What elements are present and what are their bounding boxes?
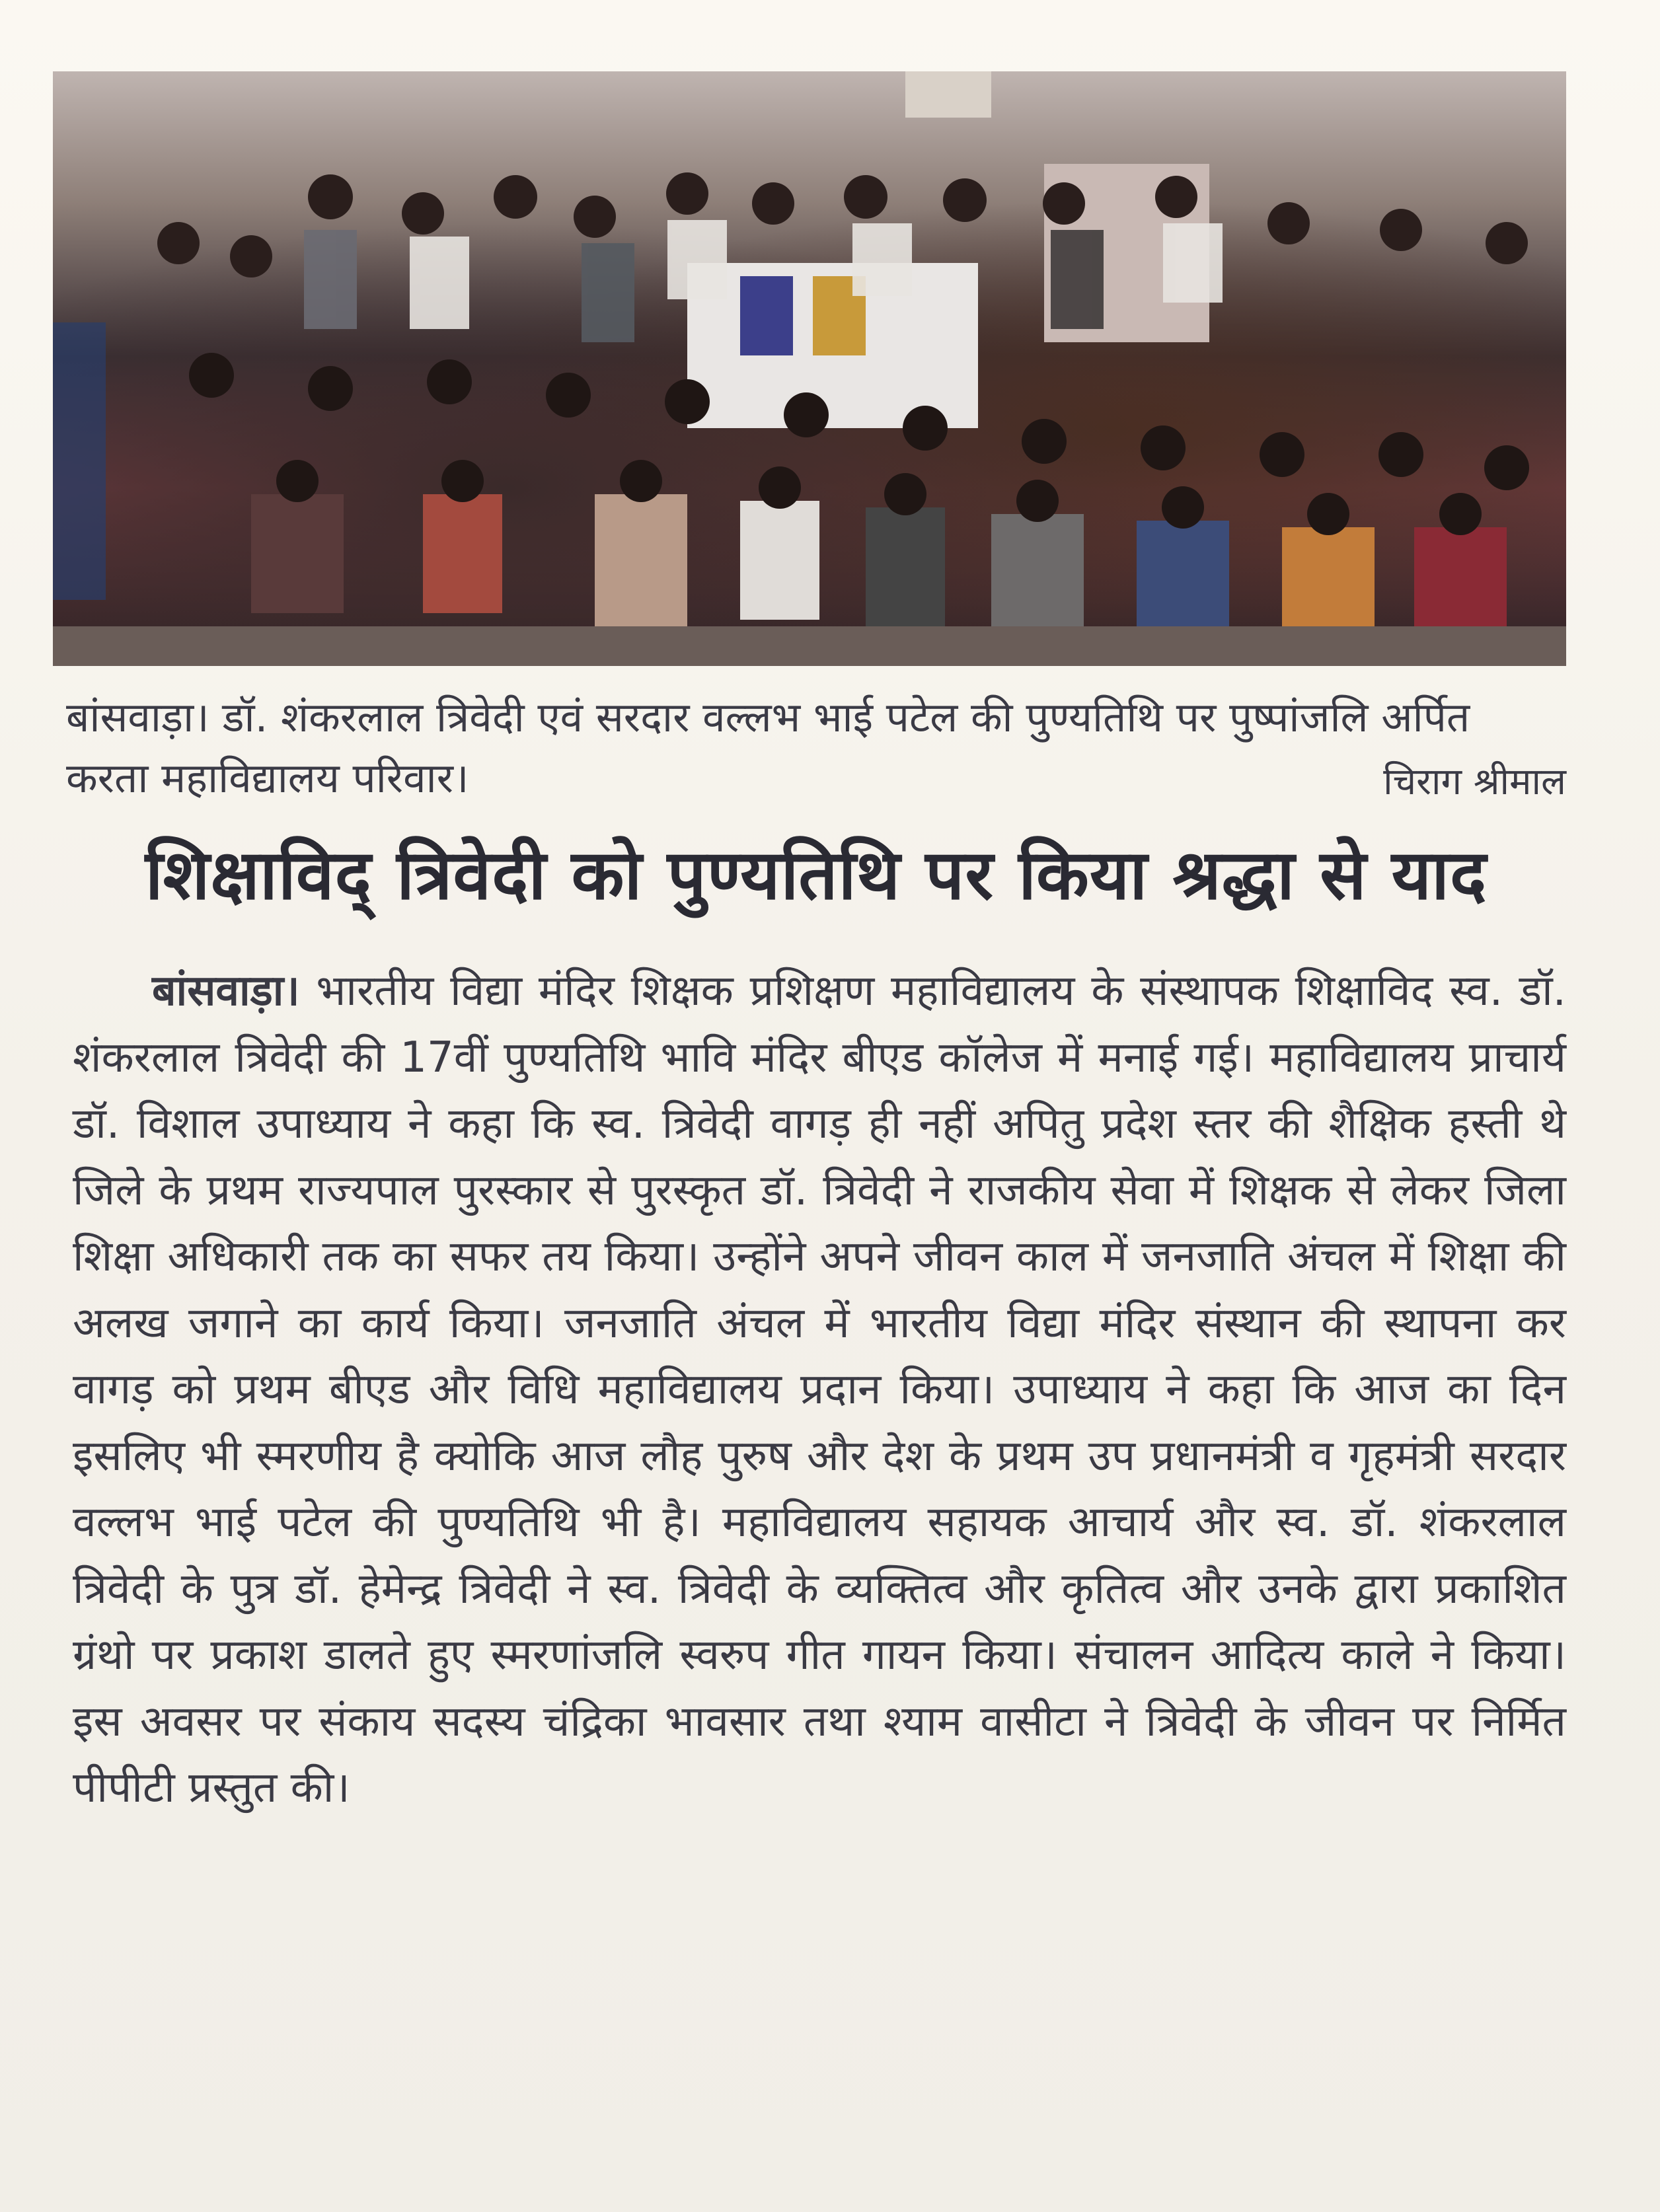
group-photo-figures (53, 71, 1566, 666)
photo-caption: बांसवाड़ा। डॉ. शंकरलाल त्रिवेदी एवं सरदार वल्लभ भाई पटेल की पुण्यतिथि पर पुष्पांजलि अर्पित करता महाविद्यालय परिवार। (66, 693, 1470, 802)
group-photo (53, 71, 1566, 666)
article-headline: शिक्षाविद् त्रिवेदी को पुण्यतिथि पर किया श्रद्धा से याद (145, 834, 1488, 915)
article-body-text: भारतीय विद्या मंदिर शिक्षक प्रशिक्षण महाविद्यालय के संस्थापक शिक्षाविद स्व. डॉ. शंकरलाल त्रिवेदी की 17वीं पुण्यतिथि भावि मंदिर बीएड कॉलेज में मनाई गई। महाविद्यालय प्राचार्य डॉ. विशाल उपाध्याय ने कहा कि स्व. त्रिवेदी वागड़ ही नहीं अपितु प्रदेश स्तर की शैक्षिक हस्ती थे जिले के प्रथम राज्यपाल पुरस्कार से पुरस्कृत डॉ. त्रिवेदी ने राजकीय सेवा में शिक्षक से लेकर जिला शिक्षा अधिकारी तक का सफर तय किया। उन्होंने अपने जीवन काल में जनजाति अंचल में शिक्षा की अलख जगाने का कार्य किया। जनजाति अंचल में भारतीय विद्या मंदिर संस्थान की स्थापना कर वागड़ को प्रथम बीएड और विधि महाविद्यालय प्रदान किया। उपाध्याय ने कहा कि आज का दिन इसलिए भी स्मरणीय है क्योकि आज लौह पुरुष और देश के प्रथम उप प्रधानमंत्री व गृहमंत्री सरदार वल्लभ भाई पटेल की पुण्यतिथि भी है। महाविद्यालय सहायक आचार्य और स्व. डॉ. शंकरलाल त्रिवेदी के पुत्र डॉ. हेमेन्द्र त्रिवेदी ने स्व. त्रिवेदी के व्यक्तित्व और कृतित्व और उनके द्वारा प्रकाशित ग्रंथो पर प्रकाश डालते हुए स्मरणांजलि स्वरुप गीत गायन किया। संचालन आदित्य काले ने किया। इस अवसर पर संकाय सदस्य चंद्रिका भावसार तथा श्याम वासीटा ने त्रिवेदी के जीवन पर निर्मित पीपीटी प्रस्तुत की। (73, 967, 1567, 1812)
article-body (73, 958, 1566, 1822)
article-dateline: बांसवाड़ा। (152, 967, 300, 1015)
photo-caption-block (66, 687, 1566, 809)
photo-credit: चिराग श्रीमाल (1383, 760, 1566, 803)
